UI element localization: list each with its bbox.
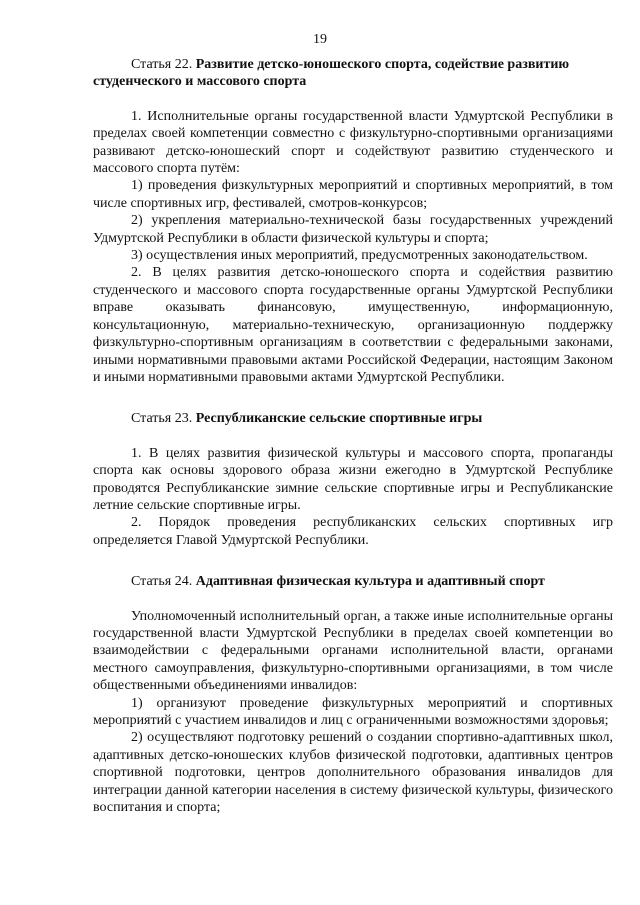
article-23-paragraph-1: 1. В целях развития физической культуры и массового спорта, пропаганды спорта как основы здорового образа жизни ежегодно в Удмуртской Республике проводятся Республиканские зимние сельские спортивные игры и Республиканские летние сельские спортивные игры. bbox=[93, 445, 613, 513]
article-24-item-1: 1) организуют проведение физкультурных мероприятий и спортивных мероприятий с участием инвалидов и лиц с ограниченными возможностями здоровья; bbox=[93, 695, 613, 728]
page-content bbox=[93, 56, 613, 816]
article-24-label: Статья 24. bbox=[131, 574, 193, 590]
article-24-title: Адаптивная физическая культура и адаптивный спорт bbox=[195, 574, 545, 590]
article-22-paragraph-2: 2. В целях развития детско-юношеского спорта и содействия развитию студенческого и массового спорта государственные органы Удмуртской Республики вправе оказывать финансовую, имущественную, информационную, консультационную, материально-техническую, организационную поддержку физкультурно-спортивным организациям в соответствии с федеральными законами, иными нормативными правовыми актами Российской Федерации, настоящим Законом и иными нормативными правовыми актами Удмуртской Республики. bbox=[93, 265, 613, 385]
article-22-item-2: 2) укрепления материально-технической базы государственных учреждений Удмуртской Республики в области физической культуры и спорта; bbox=[93, 213, 613, 246]
article-23-title: Республиканские сельские спортивные игры bbox=[195, 411, 483, 427]
article-24-heading bbox=[93, 573, 613, 590]
page-number: 19 bbox=[313, 32, 327, 47]
article-22-heading bbox=[93, 56, 613, 91]
article-23-heading bbox=[93, 410, 613, 427]
article-22-title: Развитие детско-юношеского спорта, содействие развитию студенческого и массового спорта bbox=[93, 57, 570, 90]
article-22-item-3: 3) осуществления иных мероприятий, предусмотренных законодательством. bbox=[131, 248, 588, 264]
article-24-intro: Уполномоченный исполнительный орган, а также иные исполнительные органы государственной власти Удмуртской Республики в пределах своей компетенции во взаимодействии с федеральными органами исполнительной власти, органами местного самоуправления, физкультурно-спортивными организациями, в том числе общественными объединениями инвалидов: bbox=[93, 608, 613, 694]
article-22-item-1: 1) проведения физкультурных мероприятий и спортивных мероприятий, в том числе спортивных игр, фестивалей, смотров-конкурсов; bbox=[93, 178, 613, 211]
article-23-paragraph-2: 2. Порядок проведения республиканских сельских спортивных игр определяется Главой Удмуртской Республики. bbox=[93, 515, 613, 548]
article-22-paragraph-1: 1. Исполнительные органы государственной власти Удмуртской Республики в пределах своей компетенции совместно с физкультурно-спортивными организациями развивают детско-юношеский спорт и содействуют развитию студенческого и массового спорта путём: bbox=[93, 108, 613, 177]
article-22-label: Статья 22. bbox=[131, 57, 193, 72]
article-24-item-2: 2) осуществляют подготовку решений о создании спортивно-адаптивных школ, адаптивных детско-юношеских клубов физической подготовки, адаптивных центров спортивной подготовки, центров дополнительного образования инвалидов для интеграции данной категории населения в систему физической культуры, физического воспитания и спорта; bbox=[93, 730, 613, 816]
article-23-label: Статья 23. bbox=[131, 411, 193, 427]
